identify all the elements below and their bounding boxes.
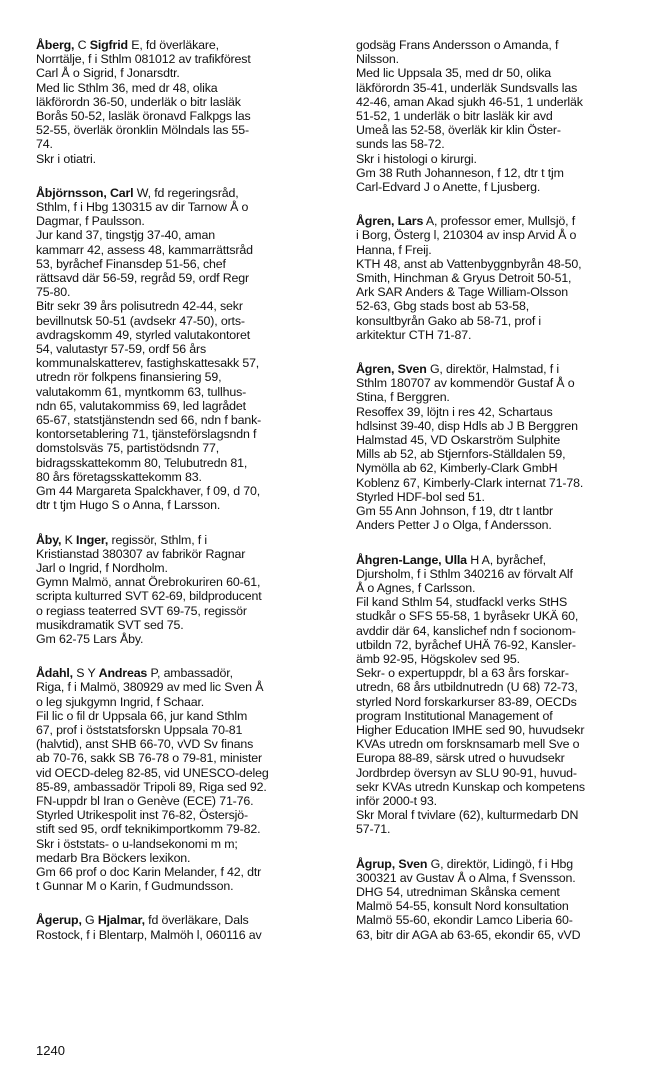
entry-line: program Institutional Management of [356, 708, 553, 723]
entry-line: Fil lic o fil dr Uppsala 66, jur kand Sthlm [36, 708, 248, 723]
entry-line: Dagmar, f Paulsson. [36, 214, 145, 229]
entry-line: bidragsskattekomm 80, Telubutredn 81, [36, 455, 248, 470]
entry-line: sunds las 58-72. [356, 137, 445, 152]
entry-line: Styrled HDF-bol sed 51. [356, 489, 485, 504]
entry-line: Kristianstad 380307 av fabrikör Ragnar [36, 546, 246, 561]
given-name: Inger, [76, 532, 109, 547]
surname: Ådahl, [36, 666, 73, 681]
heading-text: godsäg Frans Andersson o Amanda, f [356, 38, 559, 52]
given-name: Hjalmar, [97, 913, 145, 928]
entry-line: studkår o SFS 55-58, 1 byråsekr UKÄ 60, [356, 609, 579, 624]
entry-line: Sekr- o expertuppdr, bl a 63 års forskar- [356, 666, 569, 681]
entry-line: DHG 54, utredniman Skånska cement [356, 884, 560, 899]
entry-heading [36, 38, 338, 52]
biography-entry [36, 38, 338, 166]
heading-text: E, fd överläkare, [127, 38, 219, 52]
initials: C [74, 38, 90, 52]
entry-line: inför 2000-t 93. [356, 793, 437, 808]
entry-line: rättsavd där 56-59, regråd 59, ordf Regr [36, 271, 250, 286]
given-name: Sven [397, 362, 427, 377]
entry-line: Jarl o Ingrid, f Nordholm. [36, 560, 168, 575]
biography-entry [356, 38, 646, 194]
entry-heading [356, 362, 646, 376]
entry-line: 67, prof i öststatsforskn Uppsala 70-81 [36, 722, 243, 737]
entry-line: (halvtid), anst SHB 66-70, vVD Sv finans [36, 737, 254, 752]
entry-line: Sthlm 180707 av kommendör Gustaf Å o [356, 376, 575, 391]
entry-line: Gm 38 Ruth Johanneson, f 12, dtr t tjm [356, 165, 564, 180]
entry-heading [356, 214, 646, 228]
biography-entry [356, 553, 646, 837]
heading-text: P, ambassadör, [147, 666, 233, 681]
heading-text: H A, byråchef, [466, 552, 546, 567]
entry-line: Umeå las 52-58, överläk kir klin Öster- [356, 123, 561, 138]
entry-line: scripta kulturred SVT 62-69, bildproducent [36, 589, 262, 604]
entry-line: Borås 50-52, lasläk öronavd Falkpgs las [36, 109, 251, 124]
entry-line: Carl-Edvard J o Anette, f Ljusberg. [356, 180, 541, 195]
entry-line: Nymölla ab 62, Kimberly-Clark GmbH [356, 461, 558, 476]
right-column [356, 38, 646, 962]
entry-line: i Borg, Österg l, 210304 av insp Arvid Å o [356, 228, 577, 243]
given-name: Andreas [98, 666, 148, 681]
surname: Åbjörnsson, [36, 185, 107, 200]
entry-line: 65-67, statstjänstendn sed 66, ndn f bank- [36, 413, 262, 428]
initials: G [81, 913, 98, 928]
entry-line: Skr Moral f tvivlare (62), kulturmedarb DN [356, 808, 579, 823]
entry-line: utredn rör folkpens finansiering 59, [36, 370, 222, 385]
entry-line: ndn 65, valutakommiss 69, led lagrådet [36, 398, 246, 413]
entry-heading [356, 553, 646, 567]
entry-line: t Gunnar M o Karin, f Gudmundsson. [36, 879, 234, 894]
entry-line: konsultbyrån Gako ab 58-71, prof i [356, 313, 542, 328]
entry-line: Koblenz 67, Kimberly-Clark internat 71-78. [356, 475, 584, 490]
heading-text: regissör, Sthlm, f i [108, 532, 207, 547]
entry-line: utbildn 72, byråchef UHÄ 76-92, Kansler- [356, 637, 576, 652]
surname: Åberg, [36, 38, 75, 52]
biography-entry [36, 533, 338, 647]
entry-line: Jur kand 37, tingstjg 37-40, aman [36, 228, 215, 243]
entry-line: Med lic Uppsala 35, med dr 50, olika [356, 66, 552, 81]
entry-line: 52-63, Gbg stads bost ab 53-58, [356, 299, 530, 314]
entry-line: 85-89, ambassadör Tripoli 89, Riga sed 92. [36, 779, 267, 794]
entry-line: Å o Agnes, f Carlsson. [356, 580, 476, 595]
biography-entry [36, 186, 338, 513]
left-column [36, 38, 338, 962]
entry-line: domstolsväs 75, partistödsndn 77, [36, 441, 220, 456]
entry-heading [356, 857, 646, 871]
entry-line: Malmö 54-55, konsult Nord konsultation [356, 899, 569, 914]
entry-line: Higher Education IMHE sed 90, huvudsekr [356, 722, 585, 737]
entry-line: Norrtälje, f i Sthlm 081012 av trafikförest [36, 52, 251, 67]
initials: S Y [72, 666, 99, 681]
entry-line: styrled Nord forskarkurser 83-89, OECDs [356, 694, 577, 709]
entry-line: KVAs utredn om forsknsamarb mell Sve o [356, 737, 580, 752]
entry-line: Carl Å o Sigrid, f Jonarsdtr. [36, 66, 180, 81]
surname: Ågren, [356, 214, 395, 229]
entry-line: medarb Bra Böckers lexikon. [36, 850, 191, 865]
entry-line: kommunalskatterev, fastighskattesakk 57, [36, 356, 260, 371]
entry-line: Skr i öststats- o u-landsekonomi m m; [36, 836, 238, 851]
entry-line: Gm 66 prof o doc Karin Melander, f 42, dtr [36, 864, 262, 879]
surname: Ågerup, [36, 913, 82, 928]
entry-line: Ark SAR Anders & Tage William-Olsson [356, 285, 568, 300]
entry-line: kontorsetablering 71, tjänsteförslagsndn f [36, 427, 257, 442]
entry-line: utredn, 68 års utbildnutredn (U 68) 72-73, [356, 680, 578, 695]
entry-line: Rostock, f i Blentarp, Malmöh l, 060116 av [36, 927, 262, 942]
entry-heading [36, 666, 338, 680]
entry-line: o regiass teaterred SVT 69-75, regissör [36, 603, 247, 618]
entry-line: avdragskomm 49, styrled valutakontoret [36, 327, 250, 342]
entry-line: ab 70-76, sakk SB 76-78 o 79-81, minister [36, 751, 262, 766]
heading-text: G, direktör, Lidingö, f i Hbg [427, 856, 573, 871]
given-name: Ulla [444, 552, 467, 567]
entry-heading [36, 533, 338, 547]
entry-line: Resoffex 39, löjtn i res 42, Schartaus [356, 404, 553, 419]
entry-line: 63, bitr dir AGA ab 63-65, ekondir 65, vVD [356, 927, 581, 942]
initials: K [61, 532, 77, 547]
entry-line: vid OECD-deleg 82-85, vid UNESCO-deleg [36, 765, 269, 780]
biography-entry [36, 666, 338, 893]
entry-line: Nilsson. [356, 52, 399, 67]
entry-line: Europa 88-89, särsk utred o huvudsekr [356, 751, 565, 766]
biography-entry [356, 857, 646, 942]
entry-line: sekr KVAs utredn Kunskap och kompetens [356, 779, 585, 794]
entry-line: 74. [36, 137, 53, 152]
entry-line: bevillnutsk 50-51 (avdsekr 47-50), orts- [36, 313, 245, 328]
entry-heading [36, 913, 338, 927]
given-name: Carl [109, 185, 134, 200]
entry-line: 80 års företagsskattekomm 83. [36, 469, 202, 484]
given-name: Lars [397, 214, 424, 229]
entry-line: kammarr 42, assess 48, kammarrättsråd [36, 242, 253, 257]
entry-line: 42-46, aman Akad sjukh 46-51, 1 underläk [356, 94, 583, 109]
entry-line: Smith, Hinchman & Gryus Detroit 50-51, [356, 271, 572, 286]
page-number: 1240 [36, 1043, 65, 1058]
entry-line: Gymn Malmö, annat Örebrokuriren 60-61, [36, 575, 261, 590]
entry-line: arkitektur CTH 71-87. [356, 327, 472, 342]
entry-line: stift sed 95, ordf teknikimportkomm 79-82. [36, 822, 261, 837]
surname: Åhgren-Lange, [356, 552, 442, 567]
biography-entry [36, 913, 338, 941]
entry-line: Malmö 55-60, ekondir Lamco Liberia 60- [356, 913, 573, 928]
entry-line: Mills ab 52, ab Stjernfors-Ställdalen 59, [356, 447, 566, 462]
entry-line: Bitr sekr 39 års polisutredn 42-44, sekr [36, 299, 243, 314]
biography-entry [356, 214, 646, 342]
entry-heading [356, 38, 646, 52]
entry-line: Riga, f i Malmö, 380929 av med lic Sven Å [36, 680, 264, 695]
entry-line: FN-uppdr bl Iran o Genève (ECE) 71-76. [36, 793, 254, 808]
biography-entry [356, 362, 646, 532]
heading-text: A, professor emer, Mullsjö, f [423, 214, 576, 229]
entry-line: KTH 48, anst ab Vattenbyggnbyrån 48-50, [356, 256, 582, 271]
entry-line: Skr i otiatri. [36, 151, 96, 166]
entry-line: Sthlm, f i Hbg 130315 av dir Tarnow Å o [36, 200, 249, 215]
entry-line: 53, byråchef Finansdep 51-56, chef [36, 256, 226, 271]
entry-heading [36, 186, 338, 200]
entry-line: dtr t tjm Hugo S o Anna, f Larsson. [36, 498, 221, 513]
entry-line: 75-80. [36, 285, 71, 300]
entry-line: 57-71. [356, 822, 391, 837]
entry-line: Gm 55 Ann Johnson, f 19, dtr t lantbr [356, 504, 553, 519]
entry-line: Gm 44 Margareta Spalckhaver, f 09, d 70, [36, 484, 261, 499]
given-name: Sigfrid [89, 38, 128, 52]
surname: Ågren, [356, 362, 395, 377]
entry-line: läkförordn 35-41, underläk Sundsvalls las [356, 80, 578, 95]
surname: Åby, [36, 532, 62, 547]
entry-line: 51-52, 1 underläk o bitr lasläk kir avd [356, 109, 553, 124]
entry-line: Djursholm, f i Sthlm 340216 av förvalt Alf [356, 566, 573, 581]
entry-line: o leg sjukgymn Ingrid, f Schaar. [36, 694, 205, 709]
given-name: Sven [398, 856, 428, 871]
entry-line: Jordbrdep översyn av SLU 90-91, huvud- [356, 765, 577, 780]
entry-line: hdlsinst 39-40, disp Hdls ab J B Berggren [356, 418, 578, 433]
heading-text: W, fd regeringsråd, [133, 185, 239, 200]
entry-line: Stina, f Berggren. [356, 390, 450, 405]
entry-line: Skr i histologi o kirurgi. [356, 151, 477, 166]
entry-line: 52-55, överläk öronklin Mölndals las 55- [36, 123, 250, 138]
entry-line: musikdramatik SVT sed 75. [36, 617, 184, 632]
entry-line: 54, valutastyr 57-59, ordf 56 års [36, 342, 206, 357]
entry-line: Styrled Utrikespolit inst 76-82, Östersjö- [36, 808, 248, 823]
entry-line: avddir där 64, kanslichef ndn f socionom- [356, 623, 576, 638]
entry-line: Fil kand Sthlm 54, studfackl verks StHS [356, 595, 568, 610]
entry-line: Med lic Sthlm 36, med dr 48, olika [36, 80, 218, 95]
entry-line: 300321 av Gustav Å o Alma, f Svensson. [356, 870, 576, 885]
heading-text: fd överläkare, Dals [144, 913, 249, 928]
surname: Ågrup, [356, 856, 396, 871]
heading-text: G, direktör, Halmstad, f i [426, 362, 559, 377]
entry-line: ämb 92-95, Högskolev sed 95. [356, 651, 520, 666]
entry-line: valutakomm 61, myntkomm 63, tullhus- [36, 384, 247, 399]
entry-line: Halmstad 45, VD Oskarström Sulphite [356, 433, 561, 448]
entry-line: Anders Petter J o Olga, f Andersson. [356, 518, 552, 533]
entry-line: Gm 62-75 Lars Åby. [36, 631, 144, 646]
entry-line: läkförordn 36-50, underläk o bitr lasläk [36, 94, 241, 109]
entry-line: Hanna, f Freij. [356, 242, 432, 257]
